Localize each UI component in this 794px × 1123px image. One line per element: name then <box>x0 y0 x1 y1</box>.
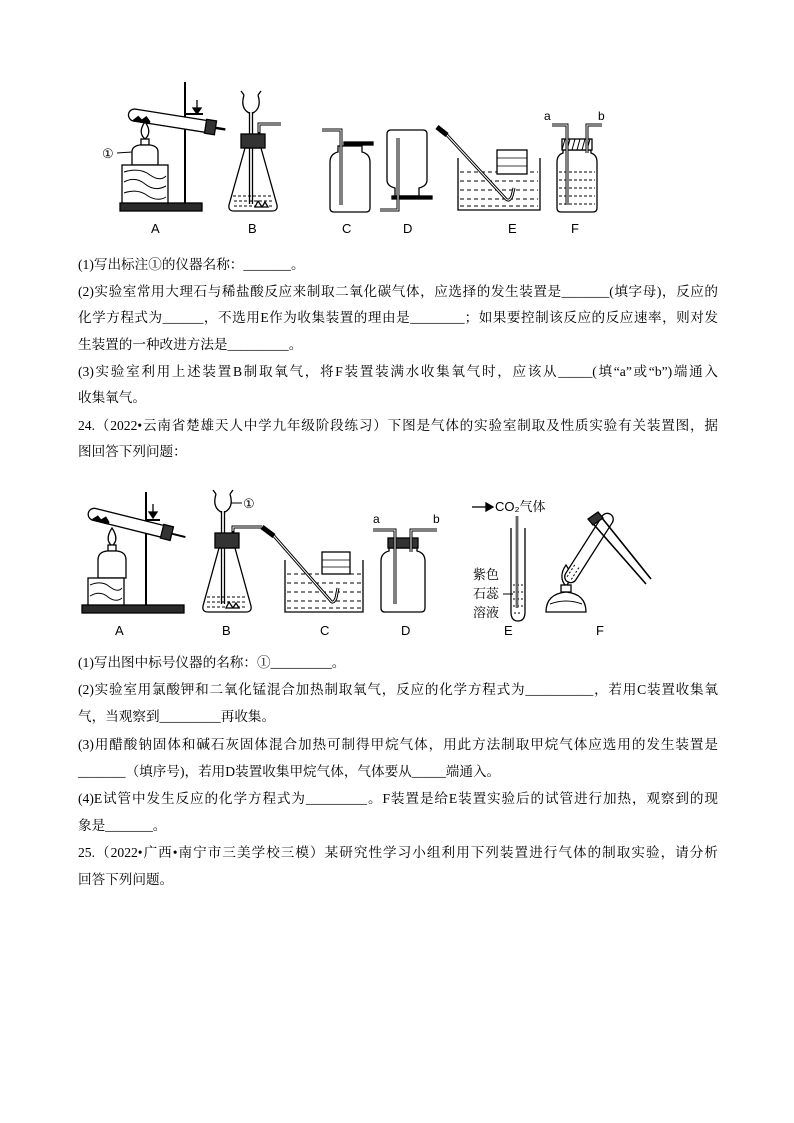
q23-part1-line-1: (1)写出标注①的仪器名称：_______。 <box>78 257 305 272</box>
flame <box>108 528 116 546</box>
inverted-bottle <box>387 130 427 196</box>
alcohol-lamp <box>98 551 126 578</box>
iron-stand-base <box>120 203 202 211</box>
q24-part2-line-1: (2)实验室用氯酸钾和二氧化锰混合加热制取氧气，反应的化学方程式为__________，若用C装置收集氧 <box>78 682 718 697</box>
label-e: E <box>508 221 517 236</box>
apparatus-e <box>472 503 525 621</box>
label-e: E <box>504 623 513 638</box>
label-b: B <box>222 623 231 638</box>
thistle-funnel <box>213 490 233 512</box>
q23-part3-line-1: (3)实验室利用上述装置B制取氧气，将F装置装满水收集氧气时，应该从_____(填“a”或“b”)端通入 <box>78 364 718 379</box>
port-a-label: a <box>544 109 551 123</box>
q24-stem-line-2: 图回答下列问题： <box>78 444 187 459</box>
rubber-stopper <box>241 134 265 148</box>
q23-part2-line-1: (2)实验室常用大理石与稀盐酸反应来制取二氧化碳气体，应选择的发生装置是_______(填字母)，反应的 <box>78 284 718 299</box>
trough-water <box>460 172 538 206</box>
apparatus-a <box>82 492 187 613</box>
arrow-head-icon <box>486 503 493 511</box>
delivery-tube <box>259 124 281 134</box>
q25-stem-line-1: 25.（2022•广西•南宁市三美学校三模）某研究性学习小组利用下列装置进行气体的制取实验，请分析 <box>78 845 718 860</box>
label-c: C <box>342 221 352 236</box>
label-f: F <box>596 623 604 638</box>
solution-label-line-2: 石蕊 <box>473 586 500 601</box>
thistle-funnel <box>241 91 261 113</box>
co2-gas-label: CO₂气体 <box>495 499 546 514</box>
rubber-stopper <box>215 533 239 548</box>
apparatus-c <box>262 527 363 612</box>
apparatus-b <box>229 91 281 211</box>
collecting-bottle <box>322 552 350 574</box>
q24-part4-line-2: 象是_______。 <box>78 818 167 833</box>
q23-part2-line-2: 化学方程式为______，不选用E作为收集装置的理由是________；如果要控制该反应的反应速率，则对发 <box>78 310 718 325</box>
label-d: D <box>403 221 413 236</box>
apparatus-f <box>552 125 602 212</box>
q24-part3-line-2: _______（填序号)，若用D装置收集甲烷气体，气体要从_____端通入。 <box>78 764 501 779</box>
lamp-neck <box>561 585 571 592</box>
label-f: F <box>571 221 579 236</box>
apparatus-a <box>117 82 226 211</box>
marker-leader-line <box>117 152 132 153</box>
rubber-stopper <box>204 119 216 134</box>
delivery-tube <box>233 527 262 533</box>
wash-bottle <box>557 150 597 212</box>
apparatus-d <box>373 530 437 612</box>
gas-bottle <box>381 548 425 612</box>
port-a-label: a <box>373 512 380 526</box>
q23-part3-line-2: 收集氧气。 <box>78 390 146 405</box>
apparatus-c <box>322 130 373 212</box>
solution-label-line-3: 溶液 <box>473 605 500 620</box>
figure-1-apparatus <box>0 70 794 245</box>
label-a: A <box>151 221 160 236</box>
heated-test-tube <box>87 506 187 544</box>
q24-part3-line-1: (3)用醋酸钠固体和碱石灰固体混合加热可制得甲烷气体，用此方法制取甲烷气体应选用的发生装置是 <box>78 737 718 752</box>
collecting-bottle <box>497 150 527 174</box>
figure-2-apparatus <box>0 480 794 645</box>
rubber-stopper <box>388 538 418 548</box>
q24-stem-line-1: 24.（2022•云南省楚雄天人中学九年级阶段练习）下图是气体的实验室制取及性质实验有关装置图，据 <box>78 418 718 433</box>
alcohol-lamp <box>132 145 158 165</box>
gas-collecting-bottle <box>330 146 370 212</box>
q23-part2-line-3: 生装置的一种改进方法是_________。 <box>78 337 303 352</box>
lamp-neck <box>141 139 149 145</box>
apparatus-f <box>546 511 651 612</box>
label-c: C <box>320 623 330 638</box>
marker-1: ① <box>102 146 114 161</box>
flame <box>141 122 149 139</box>
q24-part2-line-2: 气，当观察到_________再收集。 <box>78 709 276 724</box>
marker-1: ① <box>243 496 255 511</box>
glass-plate <box>344 142 373 145</box>
q25-stem-line-2: 回答下列问题。 <box>78 872 174 887</box>
test-tube <box>87 507 171 539</box>
clamp-arrow-icon <box>149 512 157 518</box>
q24-part4-line-1: (4)E试管中发生反应的化学方程式为_________。F装置是给E装置实验后的试管进行加热，观察到的现 <box>78 791 718 806</box>
q24-part1-line-1: (1)写出图中标号仪器的名称：①_________。 <box>78 655 346 670</box>
test-tube <box>562 511 615 585</box>
rubber-tube <box>437 127 447 135</box>
solution-label-line-1: 紫色 <box>473 567 500 582</box>
wooden-block <box>88 578 124 605</box>
apparatus-e <box>437 127 540 210</box>
heated-test-tube <box>562 511 615 585</box>
rubber-tube <box>262 527 274 536</box>
port-b-label: b <box>598 109 605 123</box>
lamp-neck <box>108 545 116 551</box>
delivery-tube <box>172 534 186 537</box>
label-a: A <box>115 623 124 638</box>
iron-stand-base <box>82 605 184 613</box>
delivery-tube <box>215 128 225 130</box>
alcohol-lamp <box>546 592 586 612</box>
port-b-label: b <box>433 512 440 526</box>
label-d: D <box>401 623 411 638</box>
label-b: B <box>248 221 257 236</box>
apparatus-d <box>380 130 432 210</box>
